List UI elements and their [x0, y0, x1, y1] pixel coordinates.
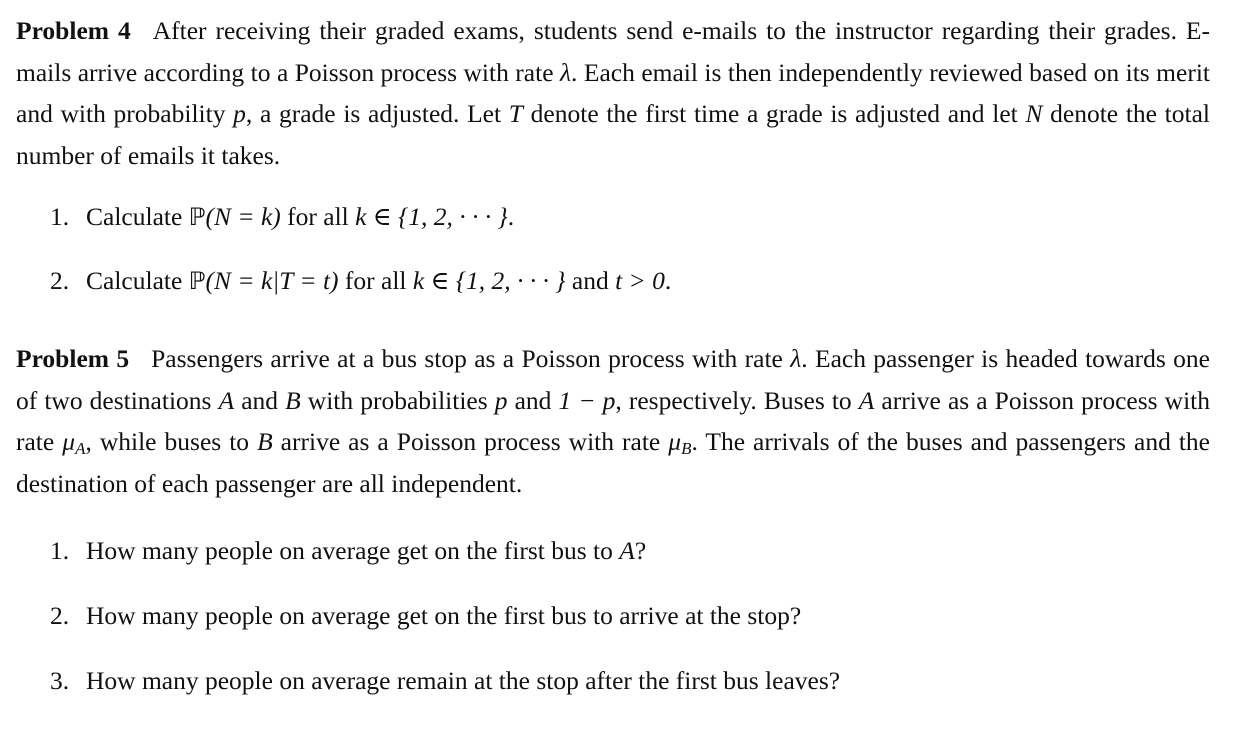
problem-4-title: Problem 4 — [16, 16, 131, 45]
math-lambda: λ — [560, 57, 572, 87]
math-A: A — [218, 385, 235, 415]
math-expression: (N = k|T = t) — [205, 266, 339, 295]
subscript-A: A — [75, 439, 86, 458]
item-number: 1. — [50, 536, 70, 565]
text-run: After receiving their graded exams, students send e-mails to the instructor regarding their grades. E-mails arrive according to a Poisson process with rate — [16, 16, 1211, 87]
item-number: 2. — [50, 601, 70, 630]
text-run: . Each passenger is headed towards one of two destinations — [16, 344, 1210, 415]
text-run: , respectively. Buses to — [615, 385, 859, 415]
text-run: , while buses to — [85, 427, 258, 456]
text-run: arrive as a Poisson process with rate — [16, 385, 1210, 456]
math-mu: μ — [62, 427, 76, 456]
probability-symbol: ℙ — [188, 267, 206, 295]
list-item — [50, 533, 1210, 569]
text-run: Calculate — [86, 202, 189, 231]
text-run: for all — [338, 266, 413, 295]
text-run: . The arrivals of the buses and passengers and the destination of each passenger are all independent. — [16, 427, 1211, 498]
math-N: N — [1025, 99, 1043, 128]
math-B: B — [285, 385, 301, 415]
text-run: How many people on average get on the first bus to arrive at the stop? — [86, 601, 802, 630]
text-run: arrive as a Poisson process with rate — [272, 427, 669, 456]
math-expression: (N = k) — [205, 202, 281, 231]
text-run: and — [565, 266, 616, 295]
math-mu-A — [62, 427, 85, 456]
math-lambda: λ — [790, 344, 802, 373]
list-item — [50, 263, 1210, 299]
text-run: for all — [280, 202, 356, 231]
math-T: T — [508, 99, 523, 128]
math-A: A — [858, 385, 875, 415]
list-item — [50, 199, 1210, 235]
text-run: How many people on average get on the first bus to — [86, 536, 620, 565]
math-set: k ∈ {1, 2, · · · } — [412, 266, 566, 295]
problem-5-statement — [16, 338, 1210, 504]
text-run: . — [507, 202, 515, 231]
item-number: 2. — [50, 266, 70, 295]
math-p: p — [494, 385, 508, 415]
text-run: , a grade is adjusted. Let — [245, 99, 509, 128]
text-run: with probabilities — [300, 385, 495, 415]
problem-5-title: Problem 5 — [16, 344, 130, 373]
text-run: . — [664, 266, 672, 295]
problem-4-statement — [16, 10, 1210, 176]
problem-4 — [16, 10, 1210, 299]
text-run: denote the total number of emails it takes. — [16, 99, 1210, 170]
math-A: A — [619, 536, 635, 565]
math-set: k ∈ {1, 2, · · · } — [355, 202, 508, 231]
math-condition: t > 0 — [615, 266, 665, 295]
problem-5 — [16, 338, 1210, 699]
text-run: denote the first time a grade is adjusted and let — [522, 99, 1026, 128]
text-run: ? — [634, 536, 647, 565]
text-run: . Each email is then independently reviewed based on its merit and with probability — [16, 57, 1210, 128]
item-number: 3. — [50, 666, 70, 695]
text-run: Passengers arrive at a bus stop as a Poisson process with rate — [151, 344, 791, 373]
math-p: p — [233, 99, 246, 128]
text-run: Calculate — [86, 266, 189, 295]
math-mu-B — [668, 427, 691, 456]
math-mu: μ — [668, 427, 682, 456]
list-item — [50, 598, 1210, 634]
subscript-B: B — [681, 439, 692, 458]
text-run: and — [234, 385, 286, 415]
text-run: and — [507, 385, 559, 415]
probability-symbol: ℙ — [188, 203, 206, 231]
problem-5-list — [16, 533, 1210, 699]
text-run: How many people on average remain at the stop after the first bus leaves? — [86, 666, 841, 695]
list-item — [50, 663, 1210, 699]
item-number: 1. — [50, 202, 70, 231]
math-one-minus-p: 1 − p — [558, 385, 616, 415]
math-B: B — [257, 427, 273, 456]
problem-4-list — [16, 199, 1210, 299]
